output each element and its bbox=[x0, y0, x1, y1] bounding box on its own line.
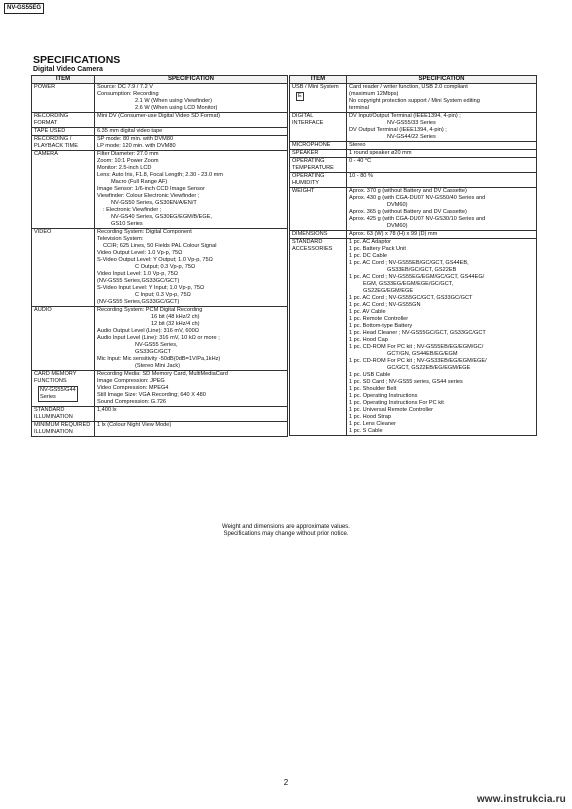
spec-item-label: ILLUMINATION bbox=[34, 414, 73, 420]
spec-item-label: ILLUMINATION bbox=[34, 429, 73, 435]
spec-value-cell bbox=[95, 422, 288, 437]
spec-value-line: 1 pc. Bottom-type Battery bbox=[349, 323, 413, 329]
spec-item-label: FORMAT bbox=[34, 120, 58, 126]
spec-row bbox=[32, 229, 288, 307]
spec-value-line: Mic Input: Mic sensitivity -50dB(0dB=1V/Pa,1kHz) bbox=[97, 356, 221, 362]
spec-value-cell bbox=[347, 188, 537, 231]
spec-item-cell bbox=[32, 151, 95, 229]
spec-item-label: TEMPERATURE bbox=[292, 165, 334, 171]
spec-item-cell bbox=[290, 188, 347, 231]
spec-row bbox=[32, 407, 288, 422]
footnote-line: Specifications may change without prior notice. bbox=[223, 531, 349, 537]
spec-value-line: Audio Input Level (Line): 316 mV, 10 kΩ or more ; bbox=[97, 335, 220, 341]
spec-item-cell bbox=[290, 239, 347, 436]
spec-item-cell bbox=[32, 307, 95, 371]
spec-value-line: Aprox. 365 g (without Battery and DV Cassette) bbox=[349, 209, 467, 215]
spec-value-line: 2.6 W (When using LCD Monitor) bbox=[135, 105, 218, 111]
spec-value-line: NV-GS40 Series, GS30EG/EGM/B/EGE, bbox=[111, 214, 213, 220]
spec-value-line: Image Sensor: 1/6-inch CCD Image Sensor bbox=[97, 186, 205, 192]
spec-value-line: Video Output Level: 1.0 Vp-p, 75Ω bbox=[97, 250, 183, 256]
spec-value-line: 1 pc. Universal Remote Controller bbox=[349, 407, 433, 413]
spec-item-cell bbox=[290, 113, 347, 142]
spec-value-line: S-Video Input Level: Y Input; 1.0 Vp-p, 75Ω bbox=[97, 285, 205, 291]
spec-value-line: 16 bit (48 kHz/2 ch) bbox=[151, 314, 200, 320]
spec-value-line: 1 pc. USB Cable bbox=[349, 372, 391, 378]
spec-value-line: Consumption: Recording bbox=[97, 91, 159, 97]
spec-row bbox=[32, 307, 288, 371]
spec-row bbox=[290, 113, 537, 142]
spec-value-line: GCT/GN, GS44EB/EG/EGM bbox=[387, 351, 458, 357]
spec-value-line: (NV-GS55 Series,GS33GC/GCT) bbox=[97, 278, 180, 284]
spec-value-cell bbox=[347, 142, 537, 150]
spec-value-line: Sound Compression: G.726 bbox=[97, 399, 167, 405]
spec-value-cell bbox=[95, 113, 288, 128]
column-header-item: ITEM bbox=[32, 76, 95, 84]
spec-value-cell bbox=[347, 113, 537, 142]
model-note-box bbox=[38, 386, 78, 402]
spec-value-line: No copyright protection support / Mini System editing bbox=[349, 98, 480, 104]
spec-value-line: C Output; 0.3 Vp-p, 75Ω bbox=[135, 264, 196, 270]
spec-value-line: Audio Output Level (Line): 316 mV, 600Ω bbox=[97, 328, 199, 334]
spec-value-line: GS10 Series bbox=[111, 221, 143, 227]
spec-value-line: S-Video Output Level: Y Output; 1.0 Vp-p, 75Ω bbox=[97, 257, 213, 263]
column-header-item: ITEM bbox=[290, 76, 347, 84]
spec-value-line: 1 pc. AC Cord ; NV-GS55GN bbox=[349, 302, 421, 308]
model-tag: NV-GS55EG bbox=[4, 3, 44, 14]
spec-row bbox=[290, 231, 537, 239]
spec-value-line: DV Input/Output Terminal (IEEE1394, 4-pin) ; bbox=[349, 113, 461, 119]
spec-value-line: (NV-GS55 Series,GS33GC/GCT) bbox=[97, 299, 180, 305]
spec-value-line: Aprox. 430 g (with CGA-DU07 NV-GS50/40 Series and bbox=[349, 195, 486, 201]
spec-value-line: GS22EG/EGM/EGE bbox=[363, 288, 414, 294]
spec-item-label: POWER bbox=[34, 84, 56, 90]
spec-value-line: terminal bbox=[349, 105, 369, 111]
spec-value-line: 1 pc. AC Cord ; NV-GS55GC/GCT, GS33GC/GCT bbox=[349, 295, 473, 301]
spec-item-label: HUMIDITY bbox=[292, 180, 320, 186]
spec-value-line: 6.35 mm digital video tape bbox=[97, 128, 163, 134]
spec-item-label: STANDARD bbox=[34, 407, 65, 413]
spec-item-cell bbox=[290, 231, 347, 239]
spec-value-line: SP mode: 80 min. with DVM80 bbox=[97, 136, 174, 142]
spec-row bbox=[290, 84, 537, 113]
spec-item-label: CAMERA bbox=[34, 151, 58, 157]
spec-value-line: NV-GS55/33 Series bbox=[387, 120, 436, 126]
spec-item-cell bbox=[32, 136, 95, 151]
page-title: SPECIFICATIONS bbox=[33, 54, 121, 66]
spec-item-label: OPERATING bbox=[292, 158, 325, 164]
spec-value-line: 1 lx (Colour Night View Mode) bbox=[97, 422, 172, 428]
spec-item-label: INTERFACE bbox=[292, 120, 324, 126]
spec-item-cell bbox=[32, 84, 95, 113]
spec-value-line: Video Input Level: 1.0 Vp-p, 75Ω bbox=[97, 271, 178, 277]
spec-value-line: 2.1 W (When using Viewfinder) bbox=[135, 98, 212, 104]
spec-value-line: NV-GS55 Series, bbox=[135, 342, 178, 348]
spec-value-line: 1 pc. DC Cable bbox=[349, 253, 387, 259]
spec-value-cell bbox=[347, 239, 537, 436]
spec-value-cell bbox=[347, 158, 537, 173]
spec-value-line: Macro (Full Range AF) bbox=[111, 179, 168, 185]
spec-row bbox=[290, 150, 537, 158]
spec-value-line: 1 pc. AV Cable bbox=[349, 309, 386, 315]
spec-value-line: Aprox. 425 g (with CGA-DU07 NV-GS30/10 Series and bbox=[349, 216, 486, 222]
spec-value-line: NV-GS44/22 Series bbox=[387, 134, 436, 140]
spec-value-line: DVM60) bbox=[387, 223, 408, 229]
spec-item-label: AUDIO bbox=[34, 307, 52, 313]
spec-row bbox=[290, 173, 537, 188]
spec-value-line: Source: DC 7.9 / 7.2 V bbox=[97, 84, 153, 90]
spec-value-cell bbox=[347, 173, 537, 188]
spec-item-label: DIGITAL bbox=[292, 113, 314, 119]
spec-value-line: 10 - 80 % bbox=[349, 173, 373, 179]
spec-value-line: C Input; 0.3 Vp-p, 75Ω bbox=[135, 292, 191, 298]
spec-value-cell bbox=[95, 136, 288, 151]
spec-value-line: 1 pc. Battery Pack Unit bbox=[349, 246, 406, 252]
spec-table-right bbox=[289, 75, 537, 436]
spec-value-line: 1 pc. S Cable bbox=[349, 428, 383, 434]
model-note-text: NV-GS55/G44 bbox=[40, 387, 76, 393]
spec-value-line: Filter Diameter: 27.0 mm bbox=[97, 151, 159, 157]
spec-value-line: 1 pc. Hood Strap bbox=[349, 414, 391, 420]
spec-value-cell bbox=[95, 407, 288, 422]
spec-row bbox=[32, 113, 288, 128]
spec-item-label: RECORDING / bbox=[34, 136, 72, 142]
spec-item-cell bbox=[32, 113, 95, 128]
spec-item-cell bbox=[32, 407, 95, 422]
spec-value-cell bbox=[95, 84, 288, 113]
column-header-specification: SPECIFICATION bbox=[95, 76, 288, 84]
spec-item-label: MICROPHONE bbox=[292, 142, 331, 148]
spec-value-cell bbox=[347, 231, 537, 239]
spec-value-line: GS33GC/GCT bbox=[135, 349, 172, 355]
section-subtitle: Digital Video Camera bbox=[33, 66, 103, 73]
spec-item-label: VIDEO bbox=[34, 229, 52, 235]
spec-item-cell bbox=[290, 158, 347, 173]
watermark-text: www.instrukcia.ru bbox=[476, 794, 566, 805]
spec-row bbox=[32, 128, 288, 136]
spec-value-line: Monitor: 2.5-inch LCD bbox=[97, 165, 152, 171]
spec-row bbox=[32, 136, 288, 151]
spec-value-cell bbox=[347, 84, 537, 113]
spec-value-line: 1 pc. Operating Instructions bbox=[349, 393, 418, 399]
spec-value-line: Still Image Size: VGA Recording; 640 X 480 bbox=[97, 392, 206, 398]
page-number: 2 bbox=[283, 778, 289, 787]
spec-value-line: 1 pc. AC Cord ; NV-GS55EG/EGM/GC/GCT, GS44EG/ bbox=[349, 274, 485, 280]
spec-item-label: SPEAKER bbox=[292, 150, 319, 156]
spec-value-line: (Stereo Mini Jack) bbox=[135, 363, 181, 369]
spec-value-line: (maximum 12Mbps) bbox=[349, 91, 399, 97]
spec-value-cell bbox=[95, 229, 288, 307]
spec-item-cell bbox=[290, 84, 347, 113]
spec-item-label: STANDARD bbox=[292, 239, 323, 245]
spec-value-line: LP mode: 120 min. with DVM80 bbox=[97, 143, 176, 149]
spec-value-line: Lens: Auto Iris, F1.8, Focal Length; 2.30 - 23.0 mm bbox=[97, 172, 223, 178]
model-note-text: E bbox=[298, 93, 302, 99]
spec-value-line: NV-GS50 Series, GS30EN/A/EN/T bbox=[111, 200, 197, 206]
spec-item-label: RECORDING bbox=[34, 113, 69, 119]
spec-value-line: Stereo bbox=[349, 142, 366, 148]
spec-value-line: 1 pc. Operating Instructions For PC kit bbox=[349, 400, 444, 406]
spec-value-line: 1 pc. SD Card ; NV-GS55 series, GS44 series bbox=[349, 379, 463, 385]
spec-value-line: 1 pc. AC Adaptor bbox=[349, 239, 391, 245]
spec-item-cell bbox=[290, 173, 347, 188]
spec-value-line: GS33EB/GC/GCT, GS22EB bbox=[387, 267, 457, 273]
spec-value-line: DV Output Terminal (IEEE1394, 4-pin) ; bbox=[349, 127, 447, 133]
spec-value-line: Recording System: PCM Digital Recording bbox=[97, 307, 203, 313]
spec-value-line: Zoom: 10:1 Power Zoom bbox=[97, 158, 159, 164]
spec-value-line: Card reader / writer function, USB 2.0 compliant bbox=[349, 84, 468, 90]
spec-value-cell bbox=[95, 307, 288, 371]
column-header-specification: SPECIFICATION bbox=[347, 76, 537, 84]
spec-item-label: PLAYBACK TIME bbox=[34, 143, 78, 149]
spec-item-cell bbox=[32, 229, 95, 307]
spec-item-label: MINIMUM REQUIRED bbox=[34, 422, 91, 428]
spec-value-line: CCIR; 625 Lines, 50 Fields PAL Colour Signal bbox=[103, 243, 217, 249]
spec-item-label: DIMENSIONS bbox=[292, 231, 328, 237]
spec-value-line: 1 pc. CD-ROM For PC kit ; NV-GS33EB/EG/EGM/EGE/ bbox=[349, 358, 487, 364]
model-note-text: Series bbox=[40, 394, 56, 400]
spec-value-line: 1 pc. AC Cord ; NV-GS55EB/GC/GCT, GS44EB, bbox=[349, 260, 469, 266]
spec-row bbox=[290, 239, 537, 436]
spec-value-line: 1 pc. Hood Cap bbox=[349, 337, 388, 343]
spec-value-line: 1 pc. Remote Controller bbox=[349, 316, 409, 322]
spec-value-line: Image Compression: JPEG bbox=[97, 378, 165, 384]
spec-value-cell bbox=[95, 128, 288, 136]
spec-item-cell bbox=[290, 150, 347, 158]
spec-value-line: GC/GCT, GS22EB/EG/EGM/EGE bbox=[387, 365, 471, 371]
spec-value-line: Viewfinder: Colour Electronic Viewfinder ; bbox=[97, 193, 200, 199]
spec-item-label: FUNCTIONS bbox=[34, 378, 67, 384]
spec-value-line: Television System: bbox=[97, 236, 144, 242]
spec-item-cell bbox=[32, 422, 95, 437]
spec-item-label: WEIGHT bbox=[292, 188, 315, 194]
spec-value-line: Mini DV (Consumer-use Digital Video SD Format) bbox=[97, 113, 220, 119]
footnote-line: Weight and dimensions are approximate values. bbox=[222, 524, 350, 530]
spec-row bbox=[290, 188, 537, 231]
spec-row bbox=[32, 422, 288, 437]
spec-value-line: Recording Media: SD Memory Card, MultiMediaCard bbox=[97, 371, 228, 377]
spec-value-line: Recording System: Digital Component bbox=[97, 229, 192, 235]
spec-row bbox=[290, 158, 537, 173]
spec-item-label: OPERATING bbox=[292, 173, 325, 179]
spec-item-cell bbox=[32, 128, 95, 136]
spec-value-line: 0 - 40 °C bbox=[349, 158, 372, 164]
spec-value-line: EGM, GS33EG/EGM/EGE/GC/GCT, bbox=[363, 281, 454, 287]
spec-value-line: 1,400 lx bbox=[97, 407, 117, 413]
spec-value-line: 1 round speaker ø20 mm bbox=[349, 150, 412, 156]
spec-item-label: USB / Mini System bbox=[292, 84, 339, 90]
spec-item-cell bbox=[32, 371, 95, 407]
spec-value-line: Aprox. 63 (W) x 78 (H) x 99 (D) mm bbox=[349, 231, 438, 237]
spec-table-left bbox=[31, 75, 288, 437]
spec-value-line: 1 pc. Head Cleaner ; NV-GS55GC/GCT, GS33GC/GCT bbox=[349, 330, 486, 336]
spec-value-cell bbox=[95, 151, 288, 229]
spec-value-cell bbox=[347, 150, 537, 158]
footnotes bbox=[0, 524, 572, 538]
spec-value-line: DVM60) bbox=[387, 202, 408, 208]
spec-value-line: Video Compression: MPEG4 bbox=[97, 385, 169, 391]
spec-value-line: Aprox. 370 g (without Battery and DV Cassette) bbox=[349, 188, 467, 194]
spec-row bbox=[32, 371, 288, 407]
spec-row bbox=[32, 84, 288, 113]
spec-value-line: 1 pc. CD-ROM For PC kit ; NV-GS55EB/EG/EGM/GC/ bbox=[349, 344, 484, 350]
spec-value-line: 1 pc. Shoulder Belt bbox=[349, 386, 397, 392]
spec-value-cell bbox=[95, 371, 288, 407]
spec-item-label: ACCESSORIES bbox=[292, 246, 333, 252]
spec-value-line: : Electronic Viewfinder ; bbox=[103, 207, 162, 213]
spec-row bbox=[32, 151, 288, 229]
spec-value-line: 1 pc. Lens Cleaner bbox=[349, 421, 396, 427]
spec-item-label: CARD MEMORY bbox=[34, 371, 77, 377]
spec-row bbox=[290, 142, 537, 150]
spec-item-label: TAPE USED bbox=[34, 128, 66, 134]
model-note-box bbox=[296, 92, 304, 101]
spec-item-cell bbox=[290, 142, 347, 150]
spec-value-line: 12 bit (32 kHz/4 ch) bbox=[151, 321, 200, 327]
